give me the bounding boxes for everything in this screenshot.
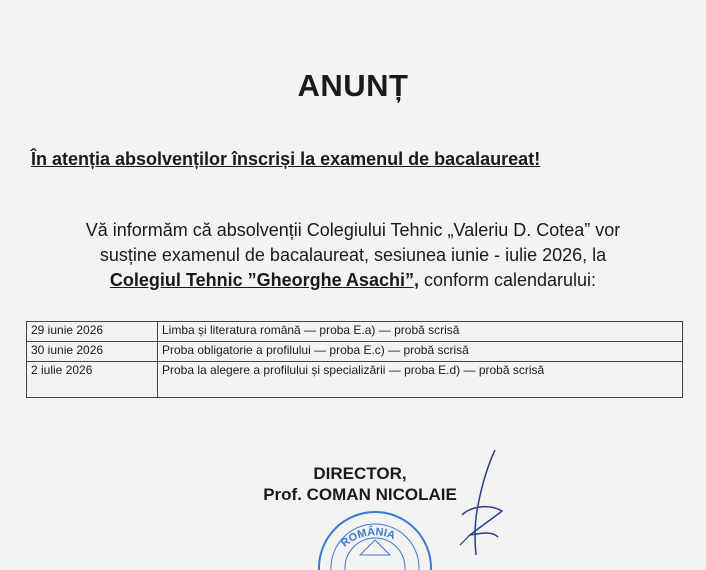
school-name: Colegiul Tehnic ”Gheorghe Asachi”,	[109, 270, 419, 290]
stamp-text: ROMÂNIA	[338, 526, 397, 550]
attention-heading: În atenția absolvenților înscriși la examenul de bacalaureat!	[31, 149, 541, 169]
paragraph-line-3	[0, 268, 706, 293]
director-title: DIRECTOR,	[313, 464, 407, 483]
exam-name: Proba la alegere a profilului și specializării — proba E.d) — probă scrisă	[158, 362, 683, 398]
exam-date: 29 iunie 2026	[27, 322, 158, 342]
director-name: Prof. COMAN NICOLAIE	[263, 485, 457, 504]
official-stamp	[310, 500, 440, 570]
paragraph-line-3-rest: conform calendarului:	[418, 270, 597, 290]
handwritten-signature	[440, 445, 530, 570]
table-row	[27, 322, 683, 342]
exam-name: Limba și literatura română — proba E.a) — probă scrisă	[158, 322, 683, 342]
paragraph-line-2: susține examenul de bacalaureat, sesiunea iunie - iulie 2026, la	[99, 245, 607, 265]
info-paragraph	[0, 218, 706, 293]
paragraph-line-1: Vă informăm că absolvenții Colegiului Tehnic „Valeriu D. Cotea” vor	[85, 220, 621, 240]
exam-name: Proba obligatorie a profilului — proba E.c) — probă scrisă	[158, 342, 683, 362]
page-title: ANUNȚ	[297, 68, 409, 103]
table-row	[27, 362, 683, 398]
exam-date: 30 iunie 2026	[27, 342, 158, 362]
table-row	[27, 342, 683, 362]
exam-calendar-table	[26, 321, 683, 398]
exam-date: 2 iulie 2026	[27, 362, 158, 398]
